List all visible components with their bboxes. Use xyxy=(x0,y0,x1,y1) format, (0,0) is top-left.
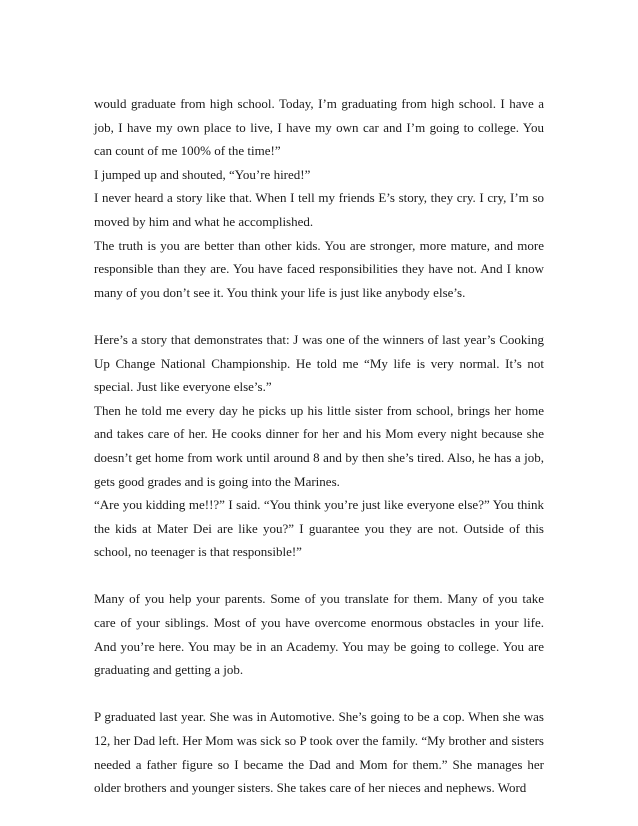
paragraph-3: I never heard a story like that. When I tell my friends E’s story, they cry. I cry, I’m so moved by him and what he accomplished. xyxy=(94,190,544,229)
paragraph-2: I jumped up and shouted, “You’re hired!” xyxy=(94,166,311,182)
paragraph-5: Here’s a story that demonstrates that: J was one of the winners of last year’s Cooking Up Change National Championship. He told me “My life is very normal. It’s not special. Just like everyone else’s.” xyxy=(94,331,544,395)
paragraph-8: Many of you help your parents. Some of you translate for them. Many of you take care of your siblings. Most of you have overcome enormous obstacles in your life. And you’re here. You may be in an Academy. You may be going to college. You are graduating and getting a job. xyxy=(94,591,544,678)
document-page xyxy=(94,92,544,800)
paragraph-6: Then he told me every day he picks up his little sister from school, brings her home and takes care of her. He cooks dinner for her and his Mom every night because she doesn’t get home from work until around 8 and by then she’s tired. Also, he has a job, gets good grades and is going into the Marines. xyxy=(94,402,544,489)
paragraph-1: would graduate from high school. Today, I’m graduating from high school. I have a job, I have my own place to live, I have my own car and I’m going to college. You can count of me 100% of the time!” xyxy=(94,96,544,159)
paragraph-4: The truth is you are better than other kids. You are stronger, more mature, and more responsible than they are. You have faced responsibilities they have not. And I know many of you don’t see it. You think your life is just like anybody else’s. xyxy=(94,237,544,300)
paragraph-7: “Are you kidding me!!?” I said. “You think you’re just like everyone else?” You think the kids at Mater Dei are like you?” I guarantee you they are not. Outside of this school, no teenager is that responsible!” xyxy=(94,497,544,560)
paragraph-9: P graduated last year. She was in Automotive. She’s going to be a cop. When she was 12, her Dad left. Her Mom was sick so P took over the family. “My brother and sisters needed a father figure so I became the Dad and Mom for them.” She manages her older brothers and younger sisters. She takes care of her nieces and nephews. Word xyxy=(94,709,544,796)
